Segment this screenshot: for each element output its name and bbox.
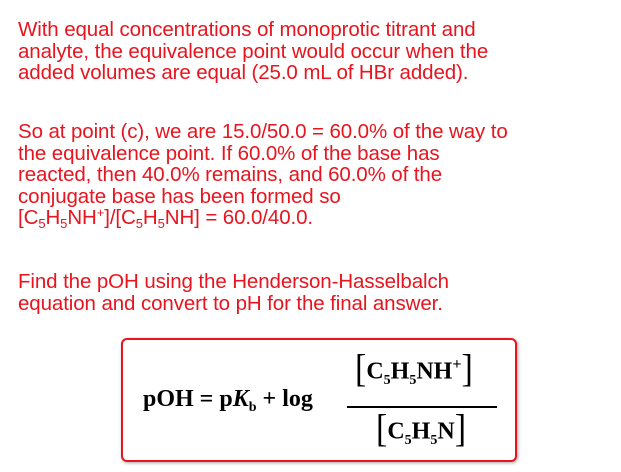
ratio-part: H	[45, 206, 61, 229]
paragraph-henderson-hasselbalch	[18, 271, 618, 314]
equation-subscript: 5	[404, 432, 412, 448]
equation-part: H	[411, 418, 431, 445]
equation-box	[121, 338, 517, 462]
text-line: added volumes are equal (25.0 mL of HBr added).	[18, 61, 469, 84]
equation-lhs	[143, 386, 313, 413]
text-line: With equal concentrations of monoprotic titrant and	[18, 18, 476, 41]
equation-subscript: 5	[430, 432, 438, 448]
paragraph-point-c	[18, 121, 618, 229]
ratio-part: [C	[18, 206, 39, 229]
equation-subscript: b	[248, 400, 257, 415]
equation-superscript: +	[452, 355, 462, 373]
equation-part: NH	[416, 358, 453, 385]
text-line: So at point (c), we are 15.0/50.0 = 60.0% of the way to	[18, 120, 508, 143]
text-line: conjugate base has been formed so	[18, 184, 341, 208]
bracket-open: [	[376, 408, 388, 451]
text-line: the equivalence point. If 60.0% of the base has	[18, 141, 440, 165]
text-line: Find the pOH using the Henderson-Hasselbalch	[18, 270, 449, 293]
ratio-part: NH] = 60.0/40.0.	[164, 206, 313, 229]
fraction-bar	[347, 406, 497, 408]
paragraph-equivalence-point	[18, 19, 618, 84]
equation-subscript: 5	[383, 372, 391, 388]
bracket-close: ]	[461, 348, 473, 391]
ratio-subscript: 5	[135, 216, 143, 231]
equation-part: pOH = p	[143, 386, 233, 412]
equation-part: H	[390, 358, 410, 385]
equation-subscript: 5	[409, 372, 417, 388]
equation-part: N	[437, 418, 455, 445]
ratio-part: ]/[C	[104, 206, 136, 229]
equation-numerator	[355, 348, 473, 392]
ratio-subscript: 5	[157, 216, 165, 231]
equation-part: C	[366, 358, 384, 385]
ratio-part: H	[142, 206, 158, 229]
text-line: analyte, the equivalence point would occur when the	[18, 39, 489, 63]
bracket-open: [	[355, 348, 367, 391]
equation-part: C	[387, 418, 405, 445]
ratio-superscript: +	[96, 205, 105, 220]
ratio-subscript: 5	[60, 216, 68, 231]
ratio-subscript: 5	[38, 216, 46, 231]
ratio-part: NH	[67, 206, 97, 229]
equation-part: + log	[256, 386, 313, 412]
bracket-close: ]	[454, 408, 467, 451]
text-line: equation and convert to pH for the final answer.	[18, 291, 443, 315]
concentration-ratio	[18, 207, 618, 229]
equation-denominator	[376, 408, 467, 452]
text-line: reacted, then 40.0% remains, and 60.0% of the	[18, 163, 442, 186]
equation-part: K	[232, 386, 249, 412]
